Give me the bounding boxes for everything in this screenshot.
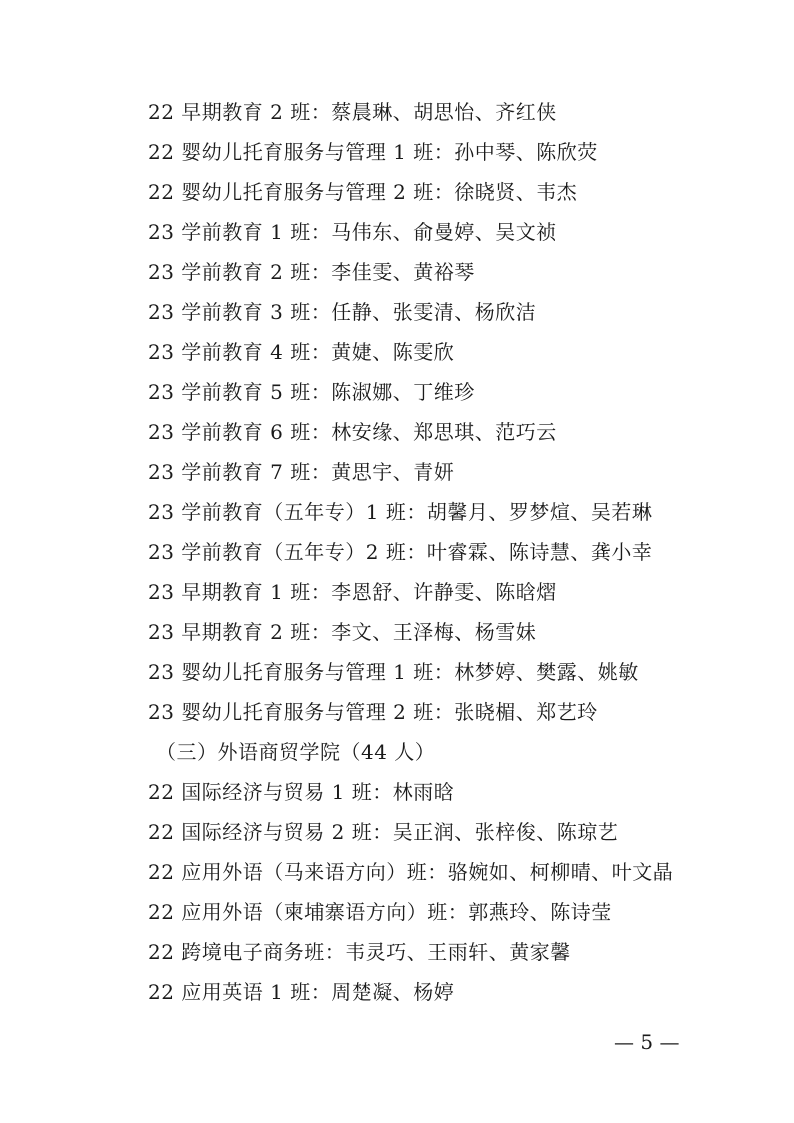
class-list-line: 23 学前教育 2 班：李佳雯、黄裕琴 — [148, 260, 475, 284]
class-list-line: 23 学前教育 7 班：黄思宇、青妍 — [148, 460, 455, 484]
class-list-line: 23 早期教育 2 班：李文、王泽梅、杨雪妹 — [148, 620, 537, 644]
class-list-line: 23 学前教育（五年专）1 班：胡馨月、罗梦煊、吴若琳 — [148, 500, 653, 524]
class-list-line: 22 应用英语 1 班：周楚凝、杨婷 — [148, 980, 455, 1004]
class-list-line: 23 学前教育（五年专）2 班：叶睿霖、陈诗慧、龚小幸 — [148, 540, 653, 564]
class-list-line: 23 婴幼儿托育服务与管理 1 班：林梦婷、樊露、姚敏 — [148, 660, 639, 684]
class-list-line: 23 学前教育 6 班：林安缘、郑思琪、范巧云 — [148, 420, 557, 444]
class-list-line: 22 跨境电子商务班：韦灵巧、王雨轩、黄家馨 — [148, 940, 571, 964]
class-list-line: 23 早期教育 1 班：李恩舒、许静雯、陈晗熠 — [148, 580, 557, 604]
page-number: — 5 — — [614, 1030, 680, 1054]
class-list-line: 23 学前教育 4 班：黄婕、陈雯欣 — [148, 340, 455, 364]
document-body — [148, 92, 748, 1012]
class-list-line: 22 早期教育 2 班：蔡晨琳、胡思怡、齐红侠 — [148, 100, 557, 124]
class-list-line: 23 婴幼儿托育服务与管理 2 班：张晓楣、郑艺玲 — [148, 700, 598, 724]
class-list-line: 23 学前教育 1 班：马伟东、俞曼婷、吴文祯 — [148, 220, 557, 244]
class-list-line: 22 应用外语（柬埔寨语方向）班：郭燕玲、陈诗莹 — [148, 900, 612, 924]
class-list-line: 23 学前教育 3 班：任静、张雯清、杨欣洁 — [148, 300, 537, 324]
class-list-line: 22 婴幼儿托育服务与管理 1 班：孙中琴、陈欣荧 — [148, 140, 598, 164]
class-list-line: 22 国际经济与贸易 2 班：吴正润、张梓俊、陈琼艺 — [148, 820, 619, 844]
section-heading: （三）外语商贸学院（44 人） — [156, 740, 436, 764]
class-list-line: 22 应用外语（马来语方向）班：骆婉如、柯柳晴、叶文晶 — [148, 860, 674, 884]
class-list-line: 23 学前教育 5 班：陈淑娜、丁维珍 — [148, 380, 475, 404]
class-list-line: 22 婴幼儿托育服务与管理 2 班：徐晓贤、韦杰 — [148, 180, 578, 204]
class-list-line: 22 国际经济与贸易 1 班：林雨晗 — [148, 780, 455, 804]
